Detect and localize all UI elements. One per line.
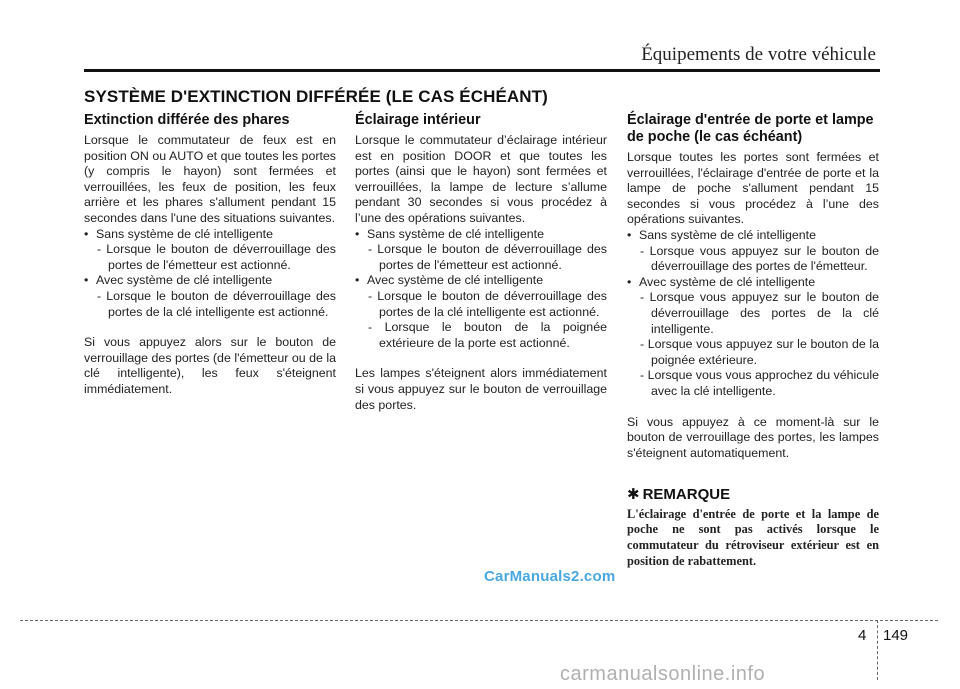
footer-site: carmanualsonline.info <box>560 663 766 685</box>
asterisk-icon: ✱ <box>627 486 640 504</box>
col2-intro: Lorsque le commutateur d’éclairage intérieur est en position DOOR et que toutes les portes (ainsi que le hayon) sont fermées et verrouillées, la lampe de lecture s’allume pendant 30 secondes si vous procédez à l’une des opérations suivantes. <box>355 133 607 225</box>
col1-outro: Si vous appuyez alors sur le bouton de verrouillage des portes (de l'émetteur ou de la clé intelligente), les feux s'éteignent immédiatement. <box>84 335 336 396</box>
col2-bullet-2: • Avec système de clé intelligente <box>355 273 607 289</box>
col1-bullet-2: • Avec système de clé intelligente <box>84 273 336 289</box>
col1-bullet-2-sub-1: - Lorsque le bouton de déverrouillage des portes de la clé intelligente est actionné. <box>97 288 336 319</box>
page-chapter: 4 <box>858 627 867 644</box>
column-2 <box>355 112 607 413</box>
top-rule <box>84 69 880 72</box>
section-title: SYSTÈME D'EXTINCTION DIFFÉRÉE (LE CAS ÉCHÉANT) <box>84 87 548 106</box>
col3-intro: Lorsque toutes les portes sont fermées et verrouillées, l'éclairage d'entrée de porte et la lampe de poche s'allument pendant 15 secondes si vous procédez à l’une des opérations suivantes. <box>627 150 879 227</box>
col2-bullet-1: • Sans système de clé intelligente <box>355 227 607 243</box>
col3-bullet-1: • Sans système de clé intelligente <box>627 228 879 244</box>
col2-outro: Les lampes s'éteignent alors immédiatement si vous appuyez sur le bouton de verrouillage des portes. <box>355 366 607 412</box>
column-1 <box>84 112 336 398</box>
note-title <box>627 487 879 503</box>
bottom-rule <box>20 620 938 621</box>
col3-bullet-2-sub-1: - Lorsque vous appuyez sur le bouton de déverrouillage des portes de la clé intelligente. <box>640 290 879 336</box>
col1-heading: Extinction différée des phares <box>84 112 290 128</box>
col2-heading: Éclairage intérieur <box>355 112 481 128</box>
col3-bullet-1-sub-1: - Lorsque vous appuyez sur le bouton de déverrouillage des portes de l'émetteur. <box>640 243 879 274</box>
page-divider <box>877 620 878 680</box>
col1-bullet-1-sub-1: - Lorsque le bouton de déverrouillage des portes de l'émetteur est actionné. <box>97 242 336 272</box>
page-number: 149 <box>883 627 909 644</box>
note-title-text: REMARQUE <box>642 486 731 504</box>
col3-bullet-2: • Avec système de clé intelligente <box>627 275 879 291</box>
col3-bullet-2-sub-2: - Lorsque vous appuyez sur le bouton de la poignée extérieure. <box>640 337 879 367</box>
note-body: L'éclairage d'entrée de porte et la lampe de poche ne sont pas activés lorsque le commutateur du rétroviseur extérieur est en position de rabattement. <box>627 506 879 568</box>
col2-bullet-2-sub-2: - Lorsque le bouton de la poignée extérieure de la porte est actionné. <box>368 320 607 350</box>
col2-bullet-2-sub-1: - Lorsque le bouton de déverrouillage des portes de la clé intelligente est actionné. <box>368 288 607 319</box>
chapter-title: Équipements de votre véhicule <box>641 44 876 65</box>
col3-bullet-2-sub-3: - Lorsque vous vous approchez du véhicule avec la clé intelligente. <box>640 368 880 398</box>
col3-heading: Éclairage d'entrée de porte et lampe de poche (le cas échéant) <box>627 112 874 145</box>
watermark: CarManuals2.com <box>484 568 616 585</box>
col1-intro: Lorsque le commutateur de feux est en position ON ou AUTO et que toutes les portes (y compris le hayon) sont fermées et verrouillées, les feux de position, les feux arrière et les phares s'allument pendant 15 secondes dans l'une des situations suivantes. <box>84 133 336 225</box>
col2-bullet-1-sub-1: - Lorsque le bouton de déverrouillage des portes de l'émetteur est actionné. <box>368 242 607 272</box>
col3-outro: Si vous appuyez à ce moment-là sur le bouton de verrouillage des portes, les lampes s'éteignent automatiquement. <box>627 414 879 460</box>
column-3 <box>627 112 879 569</box>
col1-bullet-1: • Sans système de clé intelligente <box>84 227 336 243</box>
